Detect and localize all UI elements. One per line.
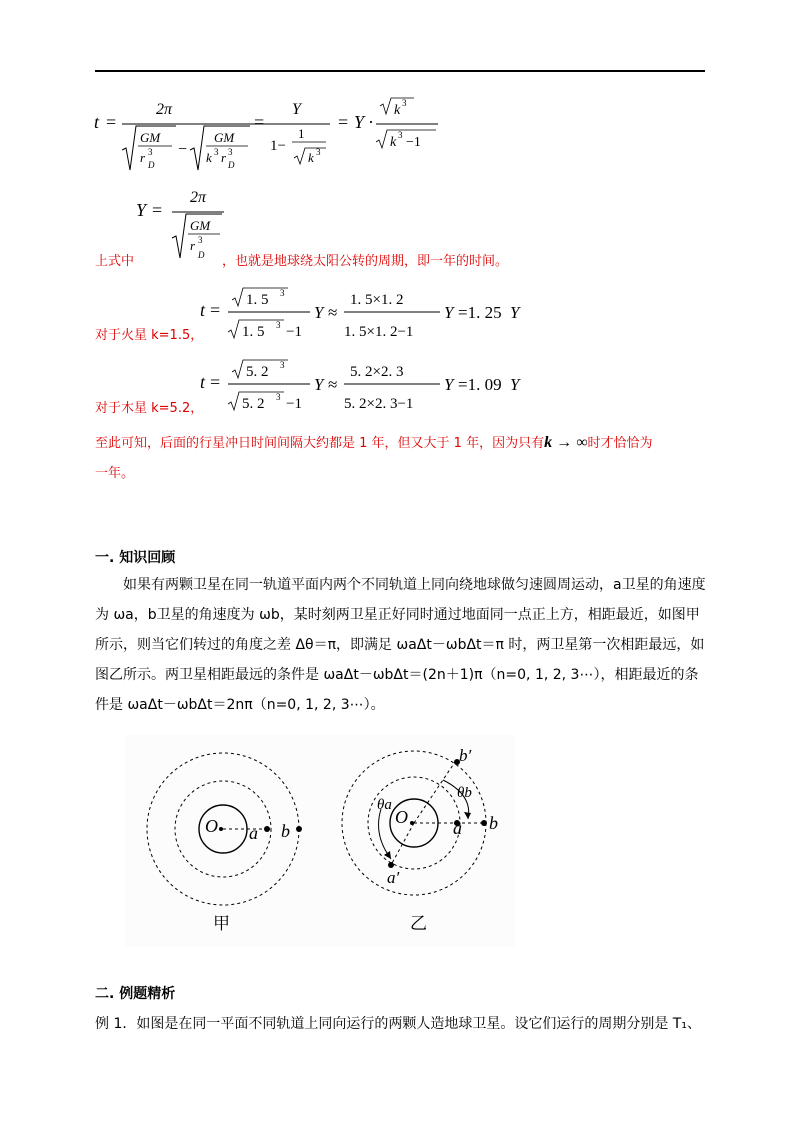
svg-text:3: 3 bbox=[228, 147, 233, 157]
svg-text:Y: Y bbox=[510, 303, 520, 322]
svg-text:3: 3 bbox=[198, 235, 203, 245]
svg-text:Y: Y bbox=[510, 375, 520, 394]
equation-mars bbox=[198, 282, 538, 342]
svg-text:−: − bbox=[178, 141, 188, 158]
svg-text:GM: GM bbox=[190, 218, 211, 233]
svg-text:=1. 09: =1. 09 bbox=[458, 375, 502, 394]
svg-text:−1: −1 bbox=[406, 135, 421, 150]
conclusion-k-limit: k → ∞ bbox=[544, 434, 588, 451]
svg-text:GM: GM bbox=[140, 130, 161, 145]
svg-text:r: r bbox=[221, 150, 227, 165]
equation-jupiter bbox=[198, 354, 538, 414]
svg-text:3: 3 bbox=[148, 147, 153, 157]
mars-label: 对于火星 k=1.5， bbox=[95, 328, 204, 343]
svg-text:=: = bbox=[210, 372, 221, 392]
svg-text:3: 3 bbox=[214, 147, 219, 157]
conclusion-text-1: 至此可知，后面的行星冲日时间间隔大约都是 1 年，但又大于 1 年，因为只有 bbox=[95, 436, 545, 451]
svg-text:Y: Y bbox=[354, 112, 365, 132]
right-caption: 乙 bbox=[410, 914, 427, 933]
svg-text:Y: Y bbox=[314, 375, 324, 394]
left-label-O: O bbox=[205, 816, 218, 836]
svg-text:3: 3 bbox=[402, 98, 407, 108]
svg-text:−1: −1 bbox=[286, 324, 302, 340]
svg-text:·: · bbox=[368, 112, 374, 132]
svg-text:=1. 25: =1. 25 bbox=[458, 303, 502, 322]
note-above-label: 上式中 bbox=[95, 254, 135, 269]
left-label-b: b bbox=[281, 821, 290, 841]
left-caption: 甲 bbox=[213, 914, 230, 933]
svg-text:3: 3 bbox=[280, 288, 285, 298]
svg-text:GM: GM bbox=[214, 130, 235, 145]
svg-text:1−: 1− bbox=[270, 138, 286, 154]
svg-text:k: k bbox=[308, 150, 314, 165]
svg-text:D: D bbox=[148, 160, 155, 170]
svg-text:Y: Y bbox=[314, 303, 324, 322]
svg-text:5. 2: 5. 2 bbox=[246, 364, 269, 380]
svg-text:1: 1 bbox=[298, 126, 305, 141]
svg-text:r: r bbox=[140, 150, 146, 165]
svg-text:Y: Y bbox=[444, 375, 454, 394]
right-label-b: b bbox=[489, 813, 498, 833]
svg-text:5. 2: 5. 2 bbox=[242, 396, 265, 412]
svg-text:3: 3 bbox=[398, 130, 403, 140]
svg-text:t: t bbox=[94, 112, 100, 132]
svg-text:2π: 2π bbox=[156, 101, 173, 118]
svg-text:5. 2×2. 3−1: 5. 2×2. 3−1 bbox=[344, 396, 414, 412]
equation-t-derivation bbox=[90, 92, 450, 182]
svg-text:=: = bbox=[338, 112, 349, 132]
right-label-O: O bbox=[395, 807, 408, 827]
conclusion-text-2: 时才恰恰为 bbox=[587, 436, 653, 451]
svg-text:−1: −1 bbox=[286, 396, 302, 412]
example-1-text: 例 1．如图是在同一平面不同轨道上同向运行的两颗人造地球卫星。设它们运行的周期分别是 T₁、 bbox=[95, 1016, 701, 1032]
svg-text:1. 5: 1. 5 bbox=[242, 324, 265, 340]
svg-text:t: t bbox=[200, 300, 206, 320]
svg-text:=: = bbox=[152, 200, 163, 220]
right-label-a-prime: a′ bbox=[387, 868, 400, 887]
svg-text:3: 3 bbox=[276, 320, 281, 330]
conclusion-line2: 一年。 bbox=[95, 466, 135, 481]
svg-text:=: = bbox=[254, 112, 265, 132]
svg-text:Y: Y bbox=[444, 303, 454, 322]
svg-text:k: k bbox=[206, 150, 212, 165]
orbit-figures bbox=[125, 735, 515, 947]
right-label-theta-a: θa bbox=[377, 797, 392, 813]
svg-text:2π: 2π bbox=[190, 189, 207, 206]
svg-text:5. 2×2. 3: 5. 2×2. 3 bbox=[350, 364, 404, 380]
svg-text:3: 3 bbox=[316, 147, 321, 157]
header-rule bbox=[95, 70, 705, 72]
svg-text:1. 5×1. 2−1: 1. 5×1. 2−1 bbox=[344, 324, 414, 340]
svg-text:D: D bbox=[198, 250, 205, 260]
jupiter-label: 对于木星 k=5.2， bbox=[95, 401, 204, 416]
svg-text:D: D bbox=[228, 160, 235, 170]
svg-text:≈: ≈ bbox=[328, 375, 338, 394]
right-label-a: a bbox=[453, 818, 462, 838]
right-label-b-prime: b′ bbox=[459, 746, 472, 765]
section2-heading: 二. 例题精析 bbox=[95, 986, 176, 1002]
svg-text:=: = bbox=[106, 112, 117, 132]
svg-text:Y: Y bbox=[292, 101, 301, 118]
svg-text:r: r bbox=[190, 238, 196, 253]
svg-text:t: t bbox=[200, 372, 206, 392]
section1-heading: 一. 知识回顾 bbox=[95, 550, 176, 566]
conclusion-line1 bbox=[95, 432, 707, 452]
left-label-a: a bbox=[249, 823, 258, 843]
section1-paragraph: 如果有两颗卫星在同一轨道平面内两个不同轨道上同向绕地球做匀速圆周运动，a卫星的角速度为 ωa，b卫星的角速度为 ωb，某时刻两卫星正好同时通过地面同一点正上方，相距最近，如图甲所示，则当它们转过的角度之差 Δθ＝π，即满足 ωaΔt－ωbΔt＝π 时，两卫星第一次相距最远，如图乙所示。两卫星相距最远的条件是 ωaΔt－ωbΔt＝(2n＋1)π（n=0, 1, 2, 3⋯），相距最近的条件是 ωaΔt－ωbΔt＝2nπ（n=0, 1, 2, 3⋯）。 bbox=[95, 577, 706, 713]
svg-text:≈: ≈ bbox=[328, 303, 338, 322]
svg-text:Y: Y bbox=[136, 200, 147, 220]
svg-text:1. 5: 1. 5 bbox=[246, 292, 269, 308]
svg-text:3: 3 bbox=[280, 360, 285, 370]
right-label-theta-b: θb bbox=[457, 785, 472, 801]
svg-text:k: k bbox=[394, 103, 401, 118]
svg-text:k: k bbox=[390, 135, 397, 150]
svg-text:3: 3 bbox=[276, 392, 281, 402]
svg-text:1. 5×1. 2: 1. 5×1. 2 bbox=[350, 292, 404, 308]
note-above-text: ，也就是地球绕太阳公转的周期，即一年的时间。 bbox=[222, 254, 509, 269]
svg-text:=: = bbox=[210, 300, 221, 320]
